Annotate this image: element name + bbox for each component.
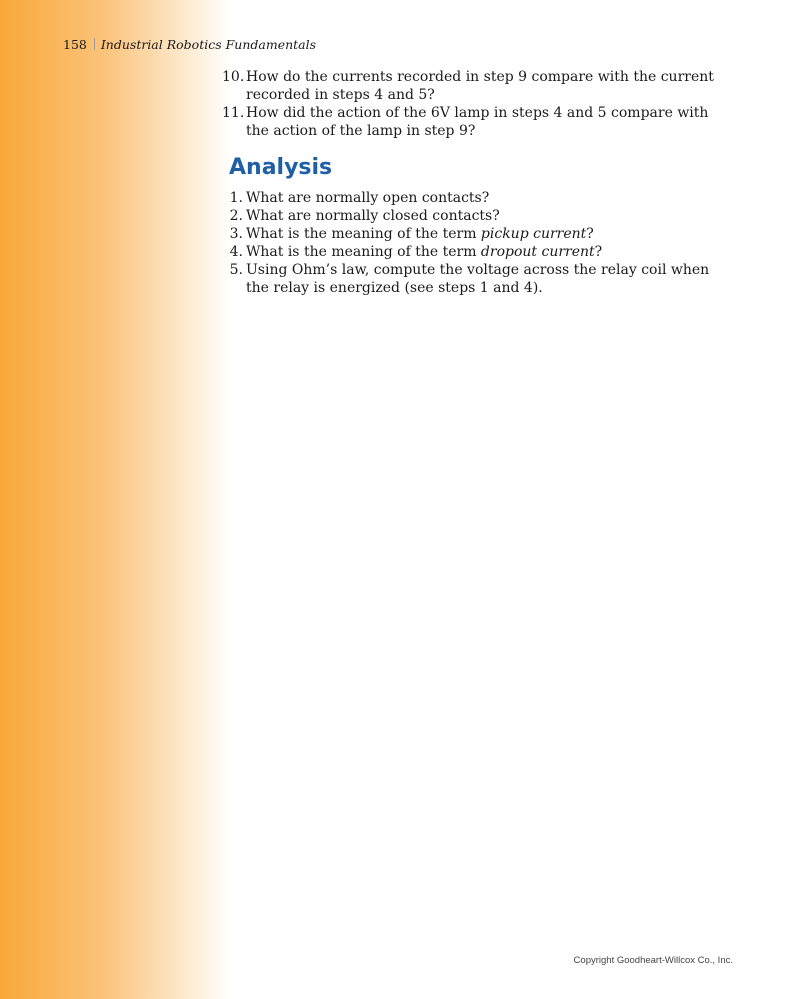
- procedure-questions: [222, 68, 734, 140]
- list-item: [229, 243, 734, 261]
- side-color-band: [0, 0, 230, 999]
- item-text-before: What is the meaning of the term: [246, 244, 481, 260]
- item-text-after: ?: [586, 226, 594, 242]
- item-text: How do the currents recorded in step 9 compare with the current recorded in steps 4 and 5?: [246, 69, 714, 103]
- analysis-heading: Analysis: [229, 155, 333, 180]
- page-number: 158: [63, 37, 87, 52]
- list-item: [229, 261, 734, 297]
- item-number: 2.: [229, 208, 243, 224]
- item-text-after: ?: [594, 244, 603, 260]
- item-text: What are normally open contacts?: [246, 190, 490, 206]
- main-content: [222, 68, 734, 297]
- item-text: Using Ohm’s law, compute the voltage across the relay coil when the relay is energized (see steps 1 and 4).: [246, 262, 710, 296]
- list-item: [229, 189, 734, 207]
- item-number: 3.: [229, 226, 243, 242]
- list-item: [222, 68, 734, 104]
- item-text-before: What is the meaning of the term: [246, 226, 481, 242]
- item-text: How did the action of the 6V lamp in steps 4 and 5 compare with the action of the lamp in step 9?: [246, 105, 709, 139]
- term-pickup-current: pickup current: [480, 226, 587, 242]
- copyright-notice: Copyright Goodheart-Willcox Co., Inc.: [573, 955, 733, 966]
- item-number: 1.: [229, 190, 243, 206]
- item-number: 10.: [222, 69, 245, 85]
- list-item: [229, 225, 734, 243]
- analysis-questions: [229, 189, 734, 297]
- running-head: [63, 37, 316, 52]
- list-item: [229, 207, 734, 225]
- header-divider: [94, 38, 95, 50]
- list-item: [222, 104, 734, 140]
- item-number: 4.: [229, 244, 243, 260]
- term-dropout-current: dropout current: [480, 244, 595, 260]
- item-number: 11.: [222, 105, 245, 121]
- item-text: What are normally closed contacts?: [246, 208, 500, 224]
- book-title: Industrial Robotics Fundamentals: [100, 37, 317, 52]
- item-number: 5.: [229, 262, 243, 278]
